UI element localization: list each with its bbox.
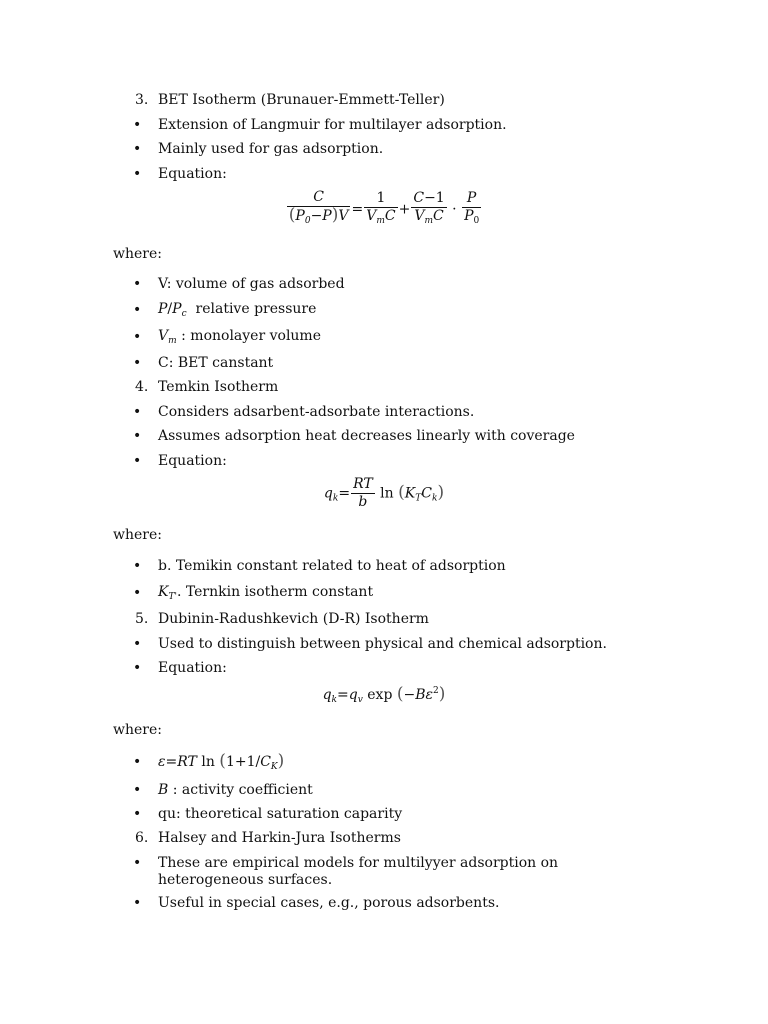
section-number: 6.: [135, 830, 149, 846]
list-item: ε=RT $\ln (1+1/C_K)$: [158, 751, 285, 772]
bullet-icon: •: [133, 302, 142, 318]
bullet-icon: •: [133, 855, 142, 871]
list-item: Equation:: [158, 453, 227, 469]
list-item: Useful in special cases, e.g., porous adsorbents.: [158, 895, 500, 911]
where-label: where:: [113, 527, 162, 543]
list-item: Equation:: [158, 660, 227, 676]
bullet-icon: •: [133, 895, 142, 911]
bullet-icon: •: [133, 355, 142, 371]
section-heading: BET Isotherm (Brunauer-Emmett-Teller): [158, 92, 445, 108]
section-number: 4.: [135, 379, 149, 395]
list-item: Equation:: [158, 166, 227, 182]
section-heading: Temkin Isotherm: [158, 379, 279, 395]
bullet-icon: •: [133, 660, 142, 676]
list-item: B : activity coefficient: [158, 782, 313, 798]
bullet-icon: •: [133, 585, 142, 601]
bullet-icon: •: [133, 636, 142, 652]
section-number: 3.: [135, 92, 149, 108]
bullet-icon: •: [133, 453, 142, 469]
bullet-icon: •: [133, 404, 142, 420]
bullet-icon: •: [133, 558, 142, 574]
list-item: These are empirical models for multilyyer adsorption on: [158, 855, 559, 871]
bullet-icon: •: [133, 276, 142, 292]
list-item: Mainly used for gas adsorption.: [158, 141, 384, 157]
activity-text: : activity coefficient: [172, 782, 313, 798]
bullet-icon: •: [133, 806, 142, 822]
list-item: C: BET canstant: [158, 355, 274, 371]
section-heading: Halsey and Harkin-Jura Isotherms: [158, 830, 401, 846]
monolayer-text: : monolayer volume: [181, 328, 321, 344]
dr-equation: $q_k=q_v$ $\exp (-B\varepsilon^2)$: [322, 684, 446, 705]
list-item: qu: theoretical saturation caparity: [158, 806, 403, 822]
list-item: Extension of Langmuir for multilayer adsorption.: [158, 117, 507, 133]
bet-equation: $\frac{C}{(P_0-P)V}$ = 1 $V_mC$ + C−1 $V_mC$ · $\frac{P}{P_0}$: [288, 189, 480, 226]
list-item: Assumes adsorption heat decreases linearly with coverage: [158, 428, 575, 444]
where-label: where:: [113, 722, 162, 738]
list-item: $P/P_c$ relative pressure: [158, 301, 317, 319]
section-heading: Dubinin-Radushkevich (D-R) Isotherm: [158, 611, 429, 627]
list-item: b. Temikin constant related to heat of adsorption: [158, 558, 506, 574]
bullet-icon: •: [133, 117, 142, 133]
bullet-icon: •: [133, 754, 142, 770]
bullet-icon: •: [133, 428, 142, 444]
relative-pressure-text: relative pressure: [195, 301, 317, 317]
bullet-icon: •: [133, 782, 142, 798]
list-item: V: volume of gas adsorbed: [158, 276, 345, 292]
where-label: where:: [113, 246, 162, 262]
list-item: $K_{T'}$. Ternkin isotherm constant: [158, 584, 374, 602]
ternkin-text: . Ternkin isotherm constant: [176, 584, 374, 600]
list-item: Considers adsarbent-adsorbate interactions.: [158, 404, 475, 420]
section-number: 5.: [135, 611, 149, 627]
list-item: Used to distinguish between physical and chemical adsorption.: [158, 636, 607, 652]
temkin-equation: $q_k=$ $\frac{RT}{b}$ $\ln (K_TC_k)$: [323, 476, 445, 510]
list-item: $V_m$ : monolayer volume: [158, 328, 321, 346]
bullet-icon: •: [133, 329, 142, 345]
bullet-icon: •: [133, 141, 142, 157]
list-item-continuation: heterogeneous surfaces.: [158, 872, 333, 888]
bullet-icon: •: [133, 166, 142, 182]
